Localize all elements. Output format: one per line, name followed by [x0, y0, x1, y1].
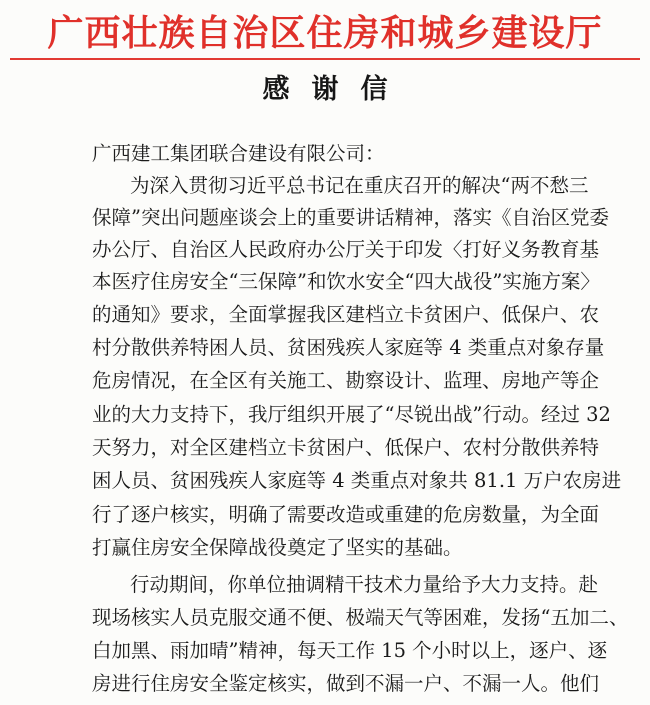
paragraph-line: 办公厅、自治区人民政府办公厅关于印发〈打好义务教育基 — [92, 238, 600, 261]
paragraph-line: 现场核实人员克服交通不便、极端天气等困难，发扬“五加二、 — [92, 606, 629, 629]
paragraph-line: 危房情况，在全区有关施工、勘察设计、监理、房地产等企 — [92, 369, 600, 392]
paragraph-line: 行了逐户核实，明确了需要改造或重建的危房数量，为全面 — [92, 503, 600, 526]
paragraph-line: 本医疗住房安全“三保障”和饮水安全“四大战役”实施方案〉 — [92, 270, 600, 293]
paragraph-line: 白加黑、雨加晴”精神，每天工作 15 个小时以上，逐户、逐 — [92, 639, 608, 662]
paragraph-line: 天努力，对全区建档立卡贫困户、低保户、农村分散供养特 — [92, 436, 600, 459]
paragraph-line: 村分散供养特困人员、贫困残疾人家庭等 4 类重点对象存量 — [92, 336, 605, 359]
paragraph-line: 房进行住房安全鉴定核实，做到不漏一户、不漏一人。他们 — [92, 672, 600, 695]
document-title: 感谢信 — [262, 74, 410, 105]
organization-header: 广西壮族自治区住房和城乡建设厅 — [47, 12, 603, 54]
paragraph-line: 困人员、贫困残疾人家庭等 4 类重点对象共 81.1 万户农房进 — [92, 469, 622, 492]
paragraph-line: 业的大力支持下，我厅组织开展了“尽锐出战”行动。经过 32 — [92, 403, 611, 426]
paragraph-line: 为深入贯彻习近平总书记在重庆召开的解决“两不愁三 — [130, 174, 589, 197]
salutation: 广西建工集团联合建设有限公司： — [92, 142, 385, 165]
paragraph-line: 保障”突出问题座谈会上的重要讲话精神，落实《自治区党委 — [92, 206, 609, 229]
paragraph-line: 行动期间，你单位抽调精干技术力量给予大力支持。赴 — [130, 573, 599, 596]
paragraph-line: 的通知》要求，全面掌握我区建档立卡贫困户、低保户、农 — [92, 303, 600, 326]
header-divider — [10, 58, 640, 60]
paragraph-line: 打赢住房安全保障战役奠定了坚实的基础。 — [92, 536, 463, 559]
